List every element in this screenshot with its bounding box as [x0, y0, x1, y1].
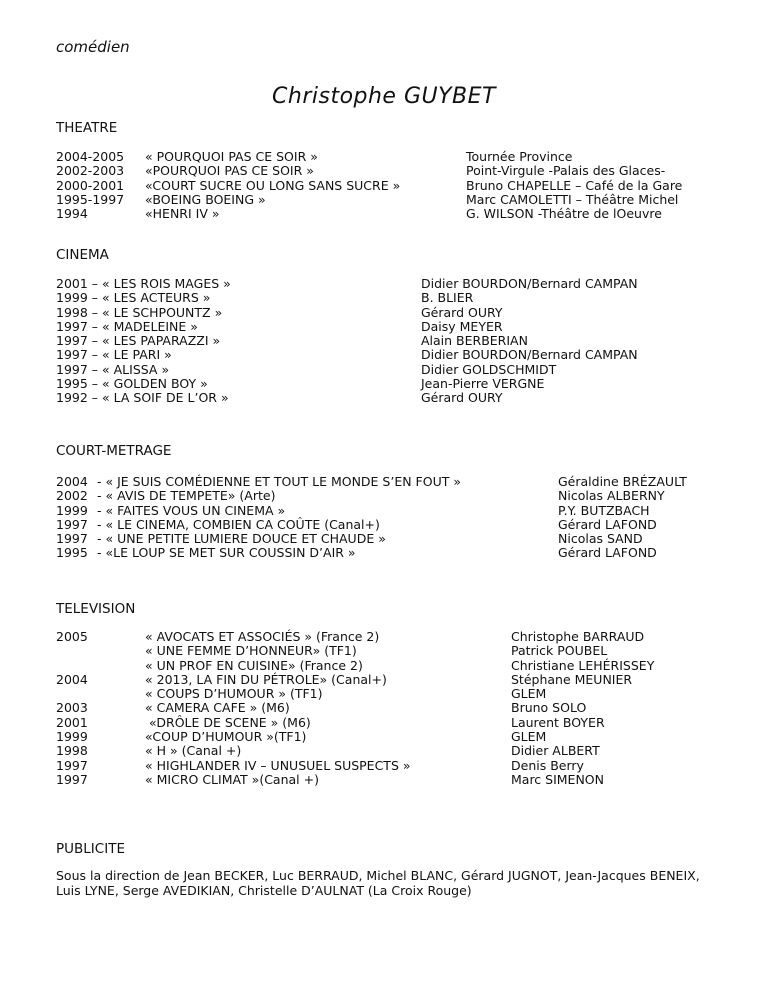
list-item: 1999 – « LES ACTEURS » — [56, 290, 211, 306]
list-item: Bruno SOLO — [511, 700, 587, 716]
list-item: Bruno CHAPELLE – Café de la Gare — [466, 177, 683, 193]
section-heading-theatre: THEATRE — [56, 120, 118, 136]
list-item: 1992 – « LA SOIF DE L’OR » — [56, 390, 229, 406]
list-item: Didier GOLDSCHMIDT — [421, 361, 557, 377]
list-item: « COUPS D’HUMOUR » (TF1) — [145, 686, 323, 702]
list-item: 1997 — [56, 771, 88, 787]
list-item: Géraldine BRÉZAULT — [558, 474, 687, 489]
section-heading-publicite: PUBLICITE — [56, 841, 125, 857]
list-item: GLEM — [511, 729, 547, 745]
list-item: « MICRO CLIMAT »(Canal +) — [145, 771, 319, 787]
publicite-text: Sous la direction de Jean BECKER, Luc BERRAUD, Michel BLANC, Gérard JUGNOT, Jean-Jacques BENEIX, Luis LYNE, Serge AVEDIKIAN, Christelle D’AULNAT (La Croix Rouge) — [56, 868, 700, 898]
section-heading-cinema: CINEMA — [56, 247, 109, 263]
list-item: - « FAITES VOUS UN CINEMA » — [97, 502, 286, 518]
list-item: - « UNE PETITE LUMIERE DOUCE ET CHAUDE » — [97, 531, 386, 547]
list-item: Jean-Pierre VERGNE — [421, 376, 545, 392]
list-item: Denis Berry — [511, 757, 584, 773]
list-item: - « JE SUIS COMÉDIENNE ET TOUT LE MONDE S’EN FOUT » — [97, 474, 461, 489]
list-item: Didier BOURDON/Bernard CAMPAN — [421, 276, 638, 291]
list-item: Stéphane MEUNIER — [511, 671, 633, 687]
list-item: «DRÔLE DE SCENE » (M6) — [145, 714, 311, 730]
list-item: Christophe BARRAUD — [511, 629, 645, 644]
list-item: - «LE LOUP SE MET SUR COUSSIN D’AIR » — [97, 545, 356, 561]
list-item: «COURT SUCRE OU LONG SANS SUCRE » — [145, 177, 401, 193]
list-item: Daisy MEYER — [421, 318, 503, 334]
list-item: Marc SIMENON — [511, 771, 604, 787]
list-item: 2002-2003 — [56, 163, 125, 179]
cinema-entries — [56, 277, 231, 406]
list-item: 2005 — [56, 629, 88, 644]
list-item: G. WILSON -Théâtre de lOeuvre — [466, 206, 662, 222]
list-item: « H » (Canal +) — [145, 743, 242, 759]
list-item: Christiane LEHÉRISSEY — [511, 657, 655, 673]
list-item: 1997 – « LES PAPARAZZI » — [56, 333, 221, 349]
television-credits — [511, 630, 654, 787]
list-item: Didier BOURDON/Bernard CAMPAN — [421, 347, 638, 363]
list-item: 1998 — [56, 743, 88, 759]
list-item: 1999 — [56, 502, 88, 518]
list-item: 2000-2001 — [56, 177, 125, 193]
list-item: 2002 — [56, 488, 88, 504]
list-item: Alain BERBERIAN — [421, 333, 528, 349]
list-item: «HENRI IV » — [145, 206, 220, 222]
list-item: 1994 — [56, 206, 88, 222]
list-item: - « AVIS DE TEMPETE» (Arte) — [97, 488, 276, 504]
court-metrage-years — [56, 475, 88, 561]
list-item: GLEM — [511, 686, 547, 702]
list-item: 1998 – « LE SCHPOUNTZ » — [56, 304, 223, 320]
list-item: Laurent BOYER — [511, 714, 605, 730]
list-item — [56, 659, 88, 673]
list-item: « UN PROF EN CUISINE» (France 2) — [145, 657, 363, 673]
list-item: 2001 — [56, 714, 88, 730]
list-item: P.Y. BUTZBACH — [558, 502, 650, 518]
list-item: Tournée Province — [466, 149, 573, 164]
list-item: « AVOCATS ET ASSOCIÉS » (France 2) — [145, 629, 380, 644]
list-item: Gérard LAFOND — [558, 545, 657, 561]
theatre-titles — [145, 150, 400, 221]
list-item: 1999 — [56, 729, 88, 745]
list-item: Point-Virgule -Palais des Glaces- — [466, 163, 666, 179]
list-item: - « LE CINEMA, COMBIEN CA COÛTE (Canal+) — [97, 516, 380, 532]
list-item: « POURQUOI PAS CE SOIR » — [145, 149, 318, 164]
page-title: Christophe GUYBET — [272, 84, 496, 109]
television-years — [56, 630, 88, 787]
list-item: Gérard OURY — [421, 390, 503, 406]
list-item: 1995 – « GOLDEN BOY » — [56, 376, 208, 392]
list-item: 2004 — [56, 474, 88, 489]
theatre-years — [56, 150, 124, 221]
television-titles — [145, 630, 411, 787]
list-item: «POURQUOI PAS CE SOIR » — [145, 163, 314, 179]
role-label: comédien — [56, 38, 130, 56]
list-item: « UNE FEMME D’HONNEUR» (TF1) — [145, 643, 357, 659]
list-item: 1997 – « ALISSA » — [56, 361, 170, 377]
list-item: Marc CAMOLETTI – Théâtre Michel — [466, 191, 679, 207]
list-item: Didier ALBERT — [511, 743, 600, 759]
section-heading-court-metrage: COURT-METRAGE — [56, 443, 172, 459]
court-metrage-credits — [558, 475, 687, 561]
list-item: 1997 – « LE PARI » — [56, 347, 172, 363]
court-metrage-titles — [97, 475, 461, 561]
list-item: 1997 — [56, 531, 88, 547]
list-item — [56, 644, 88, 658]
list-item — [56, 687, 88, 701]
list-item: 1995-1997 — [56, 191, 125, 207]
list-item: Gérard OURY — [421, 304, 503, 320]
list-item: 1997 — [56, 757, 88, 773]
list-item: Patrick POUBEL — [511, 643, 608, 659]
list-item: 2004 — [56, 671, 88, 687]
list-item: Gérard LAFOND — [558, 516, 657, 532]
theatre-credits — [466, 150, 682, 221]
list-item: « 2013, LA FIN DU PÉTROLE» (Canal+) — [145, 671, 387, 687]
list-item: « HIGHLANDER IV – UNUSUEL SUSPECTS » — [145, 757, 411, 773]
list-item: B. BLIER — [421, 290, 474, 306]
list-item: 1997 — [56, 516, 88, 532]
list-item: «BOEING BOEING » — [145, 191, 266, 207]
list-item: 2003 — [56, 700, 88, 716]
list-item: Nicolas SAND — [558, 531, 643, 547]
cinema-credits — [421, 277, 638, 406]
list-item: «COUP D’HUMOUR »(TF1) — [145, 729, 307, 745]
list-item: 2001 – « LES ROIS MAGES » — [56, 276, 231, 291]
list-item: 1995 — [56, 545, 88, 561]
list-item: « CAMERA CAFE » (M6) — [145, 700, 290, 716]
section-heading-television: TELEVISION — [56, 601, 136, 617]
list-item: 1997 – « MADELEINE » — [56, 318, 198, 334]
list-item: 2004-2005 — [56, 149, 125, 164]
list-item: Nicolas ALBERNY — [558, 488, 665, 504]
